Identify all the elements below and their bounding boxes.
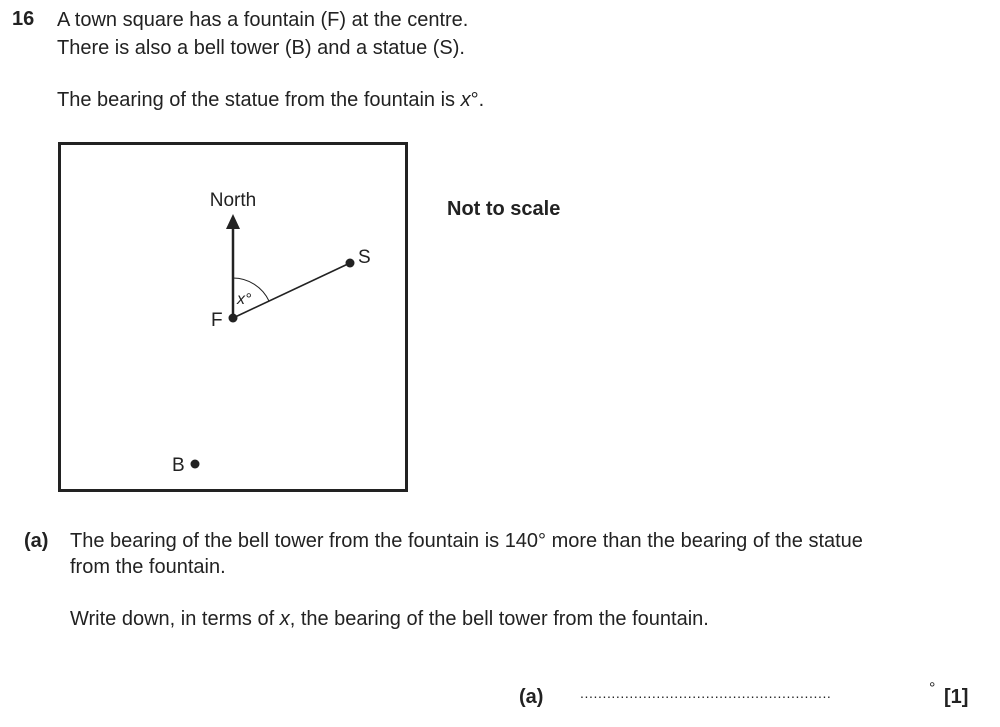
part-a-instruction (70, 605, 709, 633)
marks-badge: [1] (944, 686, 969, 708)
bearing-variable: x (460, 89, 471, 111)
part-a-line-1: The bearing of the bell tower from the fountain is 140° more than the bearing of the statue (70, 530, 863, 552)
statue-point (346, 259, 355, 268)
instruction-suffix: , the bearing of the bell tower from the fountain. (289, 608, 709, 630)
instruction-prefix: Write down, in terms of (70, 608, 280, 630)
intro-line-2: There is also a bell tower (B) and a statue (S). (57, 37, 465, 59)
town-square-diagram (58, 142, 408, 492)
instruction-variable: x (279, 608, 290, 630)
statue-label: S (358, 247, 371, 268)
angle-label: x° (237, 291, 252, 308)
answer-label: (a) (519, 686, 544, 708)
scale-note: Not to scale (447, 198, 561, 220)
bearing-statement (57, 86, 484, 114)
answer-degree-unit: ° (929, 680, 936, 697)
bearing-prefix: The bearing of the statue from the fountain is (57, 89, 461, 111)
answer-line[interactable]: ........................................................ (580, 685, 832, 701)
bearing-suffix: °. (470, 89, 485, 111)
fountain-point (229, 314, 238, 323)
north-label: North (209, 190, 257, 211)
question-number: 16 (12, 8, 35, 30)
bell-tower-point (191, 460, 200, 469)
part-a-label: (a) (24, 530, 49, 552)
fountain-label: F (211, 310, 223, 331)
bell-tower-label: B (172, 455, 185, 476)
part-a-line-2: from the fountain. (70, 556, 226, 578)
intro-line-1: A town square has a fountain (F) at the centre. (57, 9, 469, 31)
